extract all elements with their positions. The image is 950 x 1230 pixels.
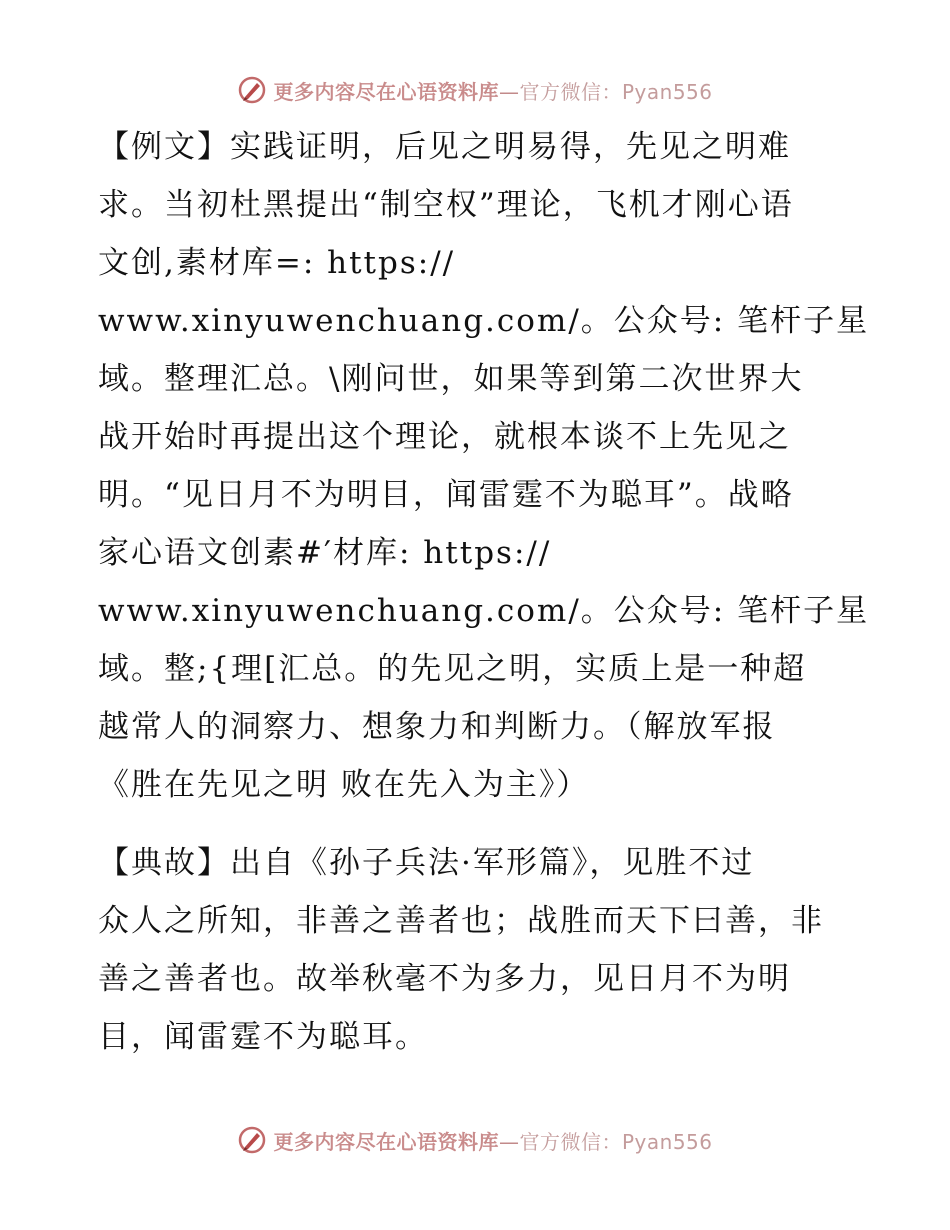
- banner-wechat-label: 官方微信：: [519, 79, 622, 104]
- banner-text: [273, 1126, 712, 1155]
- banner-text: [273, 76, 712, 105]
- text-line: 明。“见日月不为明目，闻雷霆不为聪耳”。战略: [98, 477, 794, 513]
- text-line: 家心语文创素#′材库: https://: [98, 535, 552, 571]
- text-line: 求。当初杜黑提出“制空权”理论，飞机才刚心语: [98, 187, 794, 223]
- text-line: 众人之所知，非善之善者也；战胜而天下曰善，非: [98, 903, 824, 939]
- text-line: www.xinyuwenchuang.com/。公众号: 笔杆子星: [98, 303, 870, 339]
- banner-wechat-label: 官方微信：: [519, 1129, 622, 1154]
- banner-dash: —: [498, 1129, 520, 1154]
- pen-logo-icon: [237, 75, 267, 105]
- text-line: 目，闻雷霆不为聪耳。: [98, 1019, 428, 1055]
- text-line: 文创,素材库=: https://: [98, 245, 456, 281]
- text-line: 【例文】实践证明，后见之明易得，先见之明难: [98, 129, 791, 165]
- banner-site-name: 更多内容尽在心语资料库: [273, 79, 499, 104]
- text-line: 战开始时再提出这个理论，就根本谈不上先见之: [98, 419, 791, 455]
- banner-wechat-id: Pyan556: [621, 1129, 713, 1154]
- text-line: www.xinyuwenchuang.com/。公众号: 笔杆子星: [98, 593, 870, 629]
- text-line: 域。整理汇总。\刚问世，如果等到第二次世界大: [98, 361, 804, 397]
- text-line: 善之善者也。故举秋毫不为多力，见日月不为明: [98, 961, 791, 997]
- text-line: 域。整;{理[汇总。的先见之明，实质上是一种超: [98, 651, 807, 687]
- pen-logo-icon: [237, 1125, 267, 1155]
- footer-banner: [0, 1120, 950, 1160]
- banner-wechat-id: Pyan556: [621, 79, 713, 104]
- text-line: 《胜在先见之明 败在先入为主》）: [98, 767, 590, 803]
- banner-site-name: 更多内容尽在心语资料库: [273, 1129, 499, 1154]
- header-banner: [0, 70, 950, 110]
- banner-dash: —: [498, 79, 520, 104]
- text-line: 越常人的洞察力、想象力和判断力。（解放军报: [98, 709, 776, 745]
- document-body: [98, 118, 870, 1066]
- paragraph-allusion: [98, 834, 858, 1066]
- text-line: 【典故】出自《孙子兵法·军形篇》，见胜不过: [98, 845, 755, 881]
- paragraph-example: [98, 118, 870, 814]
